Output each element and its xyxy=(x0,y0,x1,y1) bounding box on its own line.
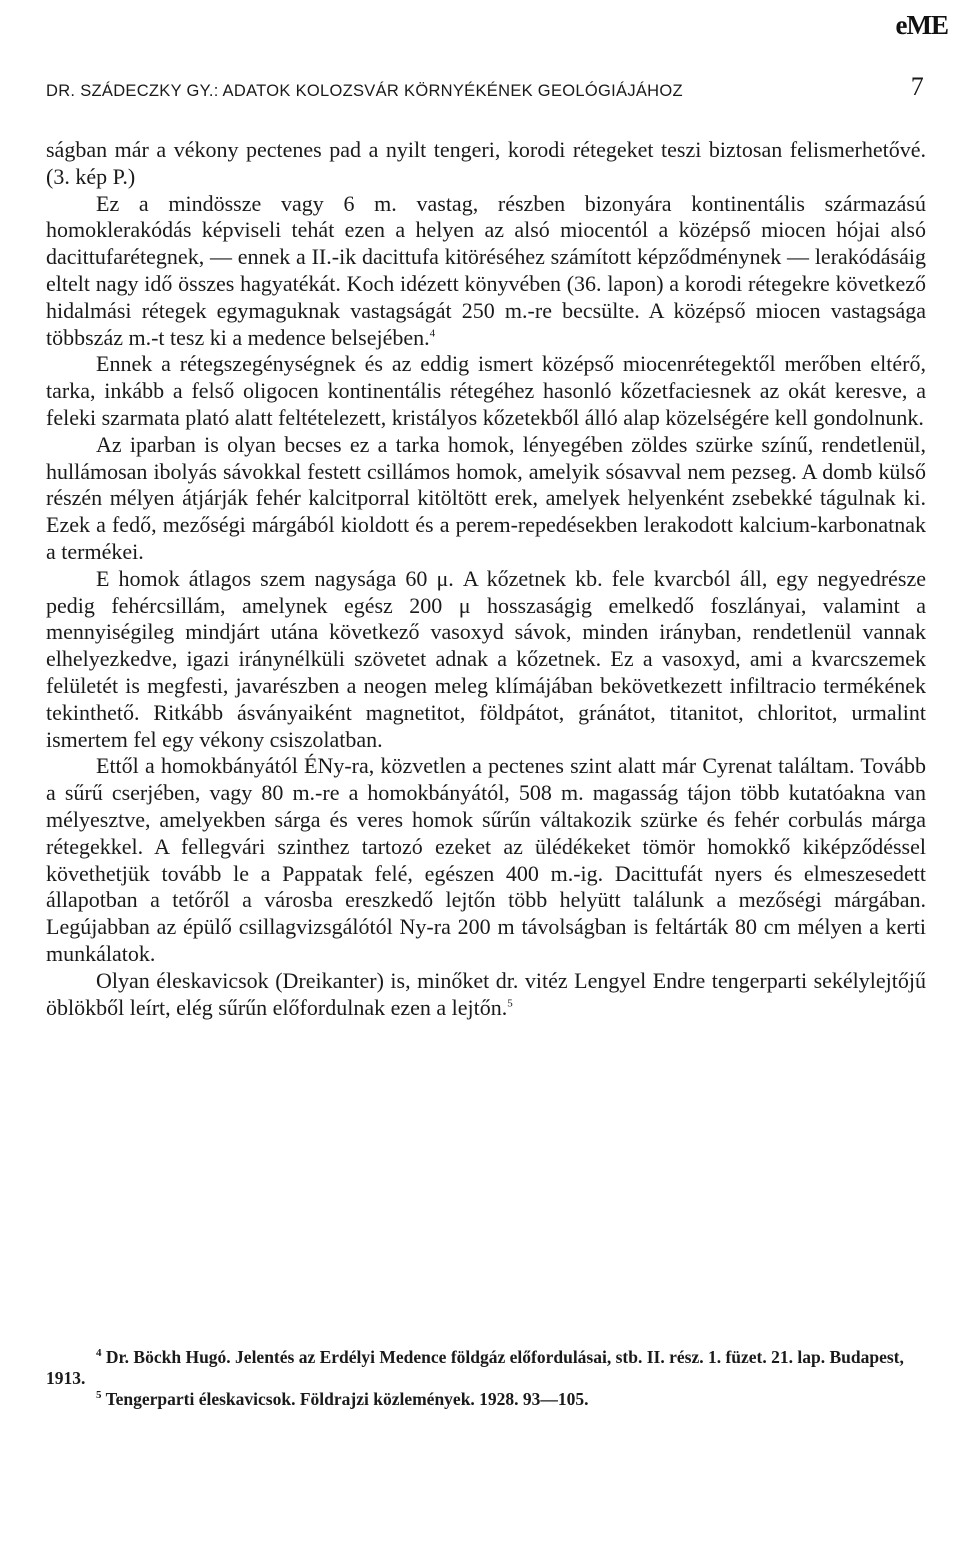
paragraph xyxy=(46,753,926,967)
footnote-ref: 4 xyxy=(429,327,436,340)
footnotes xyxy=(46,1347,926,1410)
paragraph xyxy=(46,137,926,191)
paragraph-text: Az iparban is olyan becses ez a tarka homok, lényegében zöldes szürke színű, rendetlenül, hullámosan ibolyás sávokkal festett csillámos homok, amelyik sósavval nem pezseg. A domb külső részén mélyen átjárják fehér kalcitporral kitöltött erek, amelyek helyenként zsebekké tágulnak ki. Ezek a fedő, mezőségi márgából kioldott és a perem-repedésekben lerakodott kalcium-karbonatnak a termékei. xyxy=(46,431,926,564)
running-title: DR. SZÁDECZKY GY.: ADATOK KOLOZSVÁR KÖRNYÉKÉNEK GEOLÓGIÁJÁHOZ xyxy=(46,82,683,100)
footnote-ref: 5 xyxy=(507,997,513,1010)
running-header xyxy=(46,72,924,104)
footnote xyxy=(46,1389,926,1410)
footnote-text: Tengerparti éleskavicsok. Földrajzi közlemények. 1928. 93—105. xyxy=(105,1389,589,1409)
paragraph-text: E homok átlagos szem nagysága 60 μ. A kőzetnek kb. fele kvarcból áll, egy negyedrésze pedig fehércsillám, amelynek egész 200 μ hosszaságig emelkedő foszlányai, valamint a mennyiségileg mindjárt utána következő vasoxyd sávok, minden irányban, rendetlenül vannak elhelyezkedve, igazi iránynélküli szövetet adnak a kőzetnek. Ez a vasoxyd, ami a kvarcszemek felületét is megfesti, javarészben a neogen meleg klímájában bekövetkezett infiltracio termékének tekinthető. Ritkább ásványaiként magnetitot, földpátot, gránátot, titanitot, chloritot, urmalint ismertem fel egy vékony csiszolatban. xyxy=(46,565,926,752)
footnote-mark: 5 xyxy=(96,1389,102,1402)
paragraph-text: Olyan éleskavicsok (Dreikanter) is, minőket dr. vitéz Lengyel Endre tengerparti sekélylejtőjű öblökből leírt, elég sűrűn előfordulnak ezen a lejtőn. xyxy=(46,967,926,1020)
paragraph xyxy=(46,432,926,566)
page-number: 7 xyxy=(910,72,924,101)
paragraph xyxy=(46,566,926,754)
paragraph xyxy=(46,968,926,1022)
paragraph-text: Ez a mindössze vagy 6 m. vastag, részben bizonyára kontinentális származású homoklerakódás képviseli tehát ezen a helyen az alsó miocentól a középső miocen hójai alsó dacittufarétegnek, — ennek a II.-ik dacittufa kitöréséhez számított képződménynek — lerakódásáig eltelt nagy idő összes hagyatékát. Koch idézett könyvében (36. lapon) a korodi rétegekre következő hidalmási rétegek egymaguknak vastagságát 250 m.-re becsülte. A középső miocen vastagsága többszáz m.-t tesz ki a medence belsejében. xyxy=(46,190,926,350)
publisher-logo: eME xyxy=(895,10,948,40)
body-text xyxy=(46,137,926,1021)
paragraph xyxy=(46,191,926,352)
paragraph-text: Ennek a rétegszegénységnek és az eddig ismert középső miocenrétegektől merőben eltérő, tarka, inkább a felső oligocen kontinentális rétegéhez hasonló kőzetfaciesnek az okát keresve, a feleki szarmata plató alatt feltételezett, kristályos kőzetekből álló alap közelségére kell gondolnunk. xyxy=(46,351,926,430)
paragraph-text: ságban már a vékony pectenes pad a nyilt tengeri, korodi rétegeket teszi biztosan felismerhetővé. (3. kép P.) xyxy=(46,137,926,189)
footnote-mark: 4 xyxy=(96,1347,102,1360)
footnote-text: Dr. Böckh Hugó. Jelentés az Erdélyi Medence földgáz előfordulásai, stb. II. rész. 1. füzet. 21. lap. Budapest, 1913. xyxy=(46,1347,904,1388)
paragraph xyxy=(46,351,926,431)
paragraph-text: Ettől a homokbányától ÉNy-ra, közvetlen a pectenes szint alatt már Cyrenat találtam. Tovább a sűrű cserjében, vagy 80 m.-re a homokbányától, 508 m. magasság tájon több kutatóakna van mélyesztve, amelyekben sárga és veres homok sűrűn váltakozik szürke és fehér corbulás márga rétegekkel. A fellegvári szinthez tartozó ezeket az ülédékeket tömör homokkő kiképződéssel követhetjük tovább le a Pappatak felé, egészen 400 m.-ig. Dacittufát nyers és elmeszesedett állapotban a tetőről a városba ereszkedő lejtőn több helyütt találunk a mezőségi márgában. Legújabban az épülő csillagvizsgálótól Ny-ra 200 m távolságban is feltárták 80 cm mélyen a kerti munkálatok. xyxy=(46,753,926,966)
footnote xyxy=(46,1347,926,1389)
